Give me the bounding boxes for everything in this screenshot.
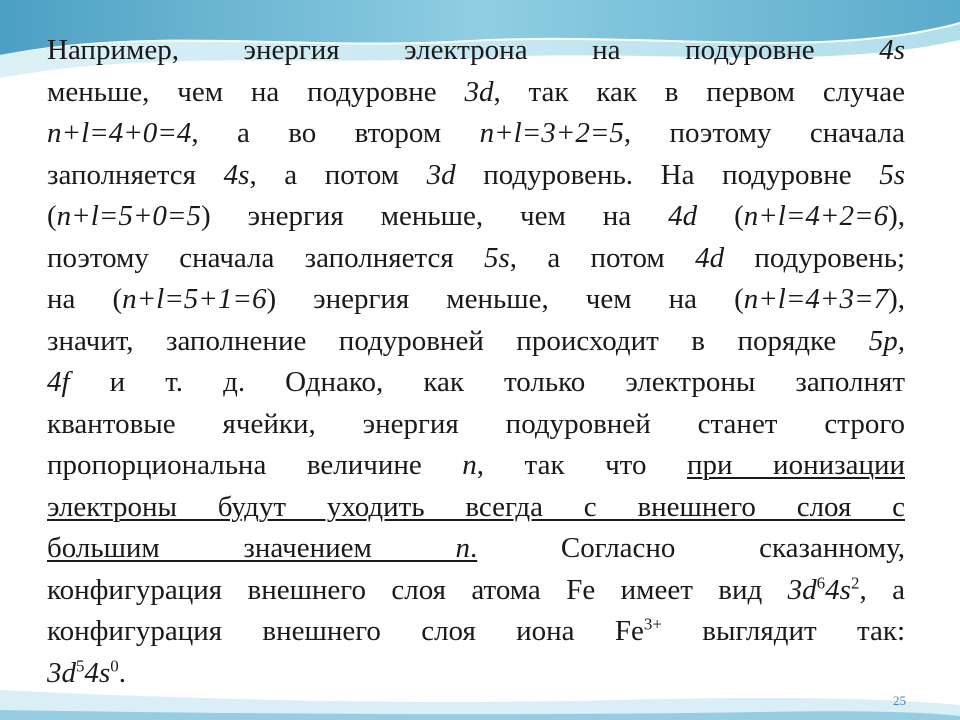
superscript: 3+	[643, 614, 662, 634]
text-run: подуровне	[685, 34, 815, 66]
text-line-6	[47, 238, 905, 280]
text-run-underlined: большим значением	[47, 532, 456, 564]
text-run-italic: 4s	[223, 158, 250, 191]
text-run: , а потом	[509, 241, 696, 274]
text-run: ) энергия меньше, чем на	[201, 200, 669, 232]
text-run: значит, заполнение подуровней происходит в порядке	[47, 324, 869, 357]
text-run: , а потом	[249, 158, 427, 191]
text-run: квантовые ячейки, энергия подуровней станет строго	[47, 407, 905, 440]
text-run: ),	[888, 283, 905, 315]
text-run: ) энергия меньше, чем на (	[266, 283, 744, 315]
text-run-italic: 3d	[787, 573, 817, 606]
text-run: на (	[47, 283, 123, 315]
text-run-underlined: электроны будут уходить всегда с внешнего слоя с	[47, 490, 905, 523]
text-run-italic: 4s	[84, 656, 111, 689]
text-run-italic: 5s	[879, 158, 905, 191]
text-run: на	[592, 34, 621, 66]
text-run-italic: 5p,	[868, 324, 905, 357]
text-run: (	[697, 200, 744, 232]
text-run-italic: 4d	[695, 241, 725, 274]
text-run: (	[47, 200, 57, 232]
text-run-italic: 4s	[825, 573, 851, 606]
text-run: , а	[859, 573, 905, 606]
text-run-italic: 3d	[47, 656, 76, 689]
text-line-7	[47, 279, 905, 321]
text-run-italic: 5s	[484, 241, 510, 274]
text-run: и т. д. Однако, как только электроны заполнят	[69, 366, 905, 398]
text-run-italic: n+l=5+1=6	[122, 283, 267, 315]
text-run: подуровень;	[724, 241, 905, 274]
text-run: , поэтому сначала	[623, 117, 905, 149]
text-line-3	[47, 113, 905, 155]
text-run: ),	[888, 200, 905, 232]
text-line-8	[47, 321, 905, 363]
text-run-italic: 3d	[464, 75, 494, 108]
text-run: поэтому сначала заполняется	[47, 241, 484, 274]
text-run: конфигурация внешнего слоя иона Fe	[47, 615, 644, 647]
text-run: , так как в первом случае	[493, 75, 905, 108]
text-run: , а во втором	[191, 117, 480, 149]
superscript: 5	[76, 655, 85, 675]
text-line-11	[47, 445, 905, 487]
text-line-10	[47, 404, 905, 446]
text-run-italic: n+l=5+0=5	[56, 200, 202, 232]
text-run-italic: n+l=4+0=4	[47, 117, 192, 149]
text-line-1	[47, 30, 905, 72]
superscript: 2	[850, 572, 860, 592]
text-run-italic: 4f	[47, 366, 70, 398]
text-run: , так что	[476, 449, 687, 481]
text-run-italic: n+l=3+2=5	[479, 117, 624, 149]
text-line-13	[47, 528, 905, 570]
text-line-5	[47, 196, 905, 238]
text-run: энергия	[243, 34, 340, 66]
text-line-2	[47, 72, 905, 114]
text-run: Согласно сказанному,	[477, 532, 905, 564]
page-number: 25	[893, 693, 906, 708]
text-run: заполняется	[47, 158, 224, 191]
text-run-italic: 3d	[426, 158, 456, 191]
text-run: меньше, чем на подуровне	[47, 75, 465, 108]
text-run-italic: n	[462, 449, 477, 481]
text-run-underlined: при ионизации	[686, 449, 905, 481]
text-run: .	[118, 656, 127, 689]
text-run-italic: n+l=4+3=7	[743, 283, 889, 315]
text-run-italic-underlined: n	[455, 532, 471, 564]
text-run-underlined: .	[470, 532, 478, 564]
text-line-9	[47, 362, 905, 404]
text-line-15	[47, 611, 905, 653]
text-line-12	[47, 487, 905, 529]
text-run: выглядит так:	[661, 615, 906, 647]
text-run: конфигурация внешнего слоя атома Fe имеет вид	[47, 573, 788, 606]
text-run-italic: 4s	[879, 34, 905, 66]
text-run-italic: n+l=4+2=6	[743, 200, 889, 232]
text-run: Например,	[47, 34, 179, 66]
superscript: 0	[110, 655, 119, 675]
superscript: 6	[816, 572, 826, 592]
text-run: подуровень. На подуровне	[455, 158, 880, 191]
text-run-italic: 4d	[668, 200, 698, 232]
main-paragraph	[47, 30, 905, 694]
text-line-14	[47, 570, 905, 612]
text-run: электрона	[404, 34, 528, 66]
text-line-16	[47, 653, 905, 695]
text-run: пропорциональна величине	[47, 449, 463, 481]
text-line-4	[47, 155, 905, 197]
